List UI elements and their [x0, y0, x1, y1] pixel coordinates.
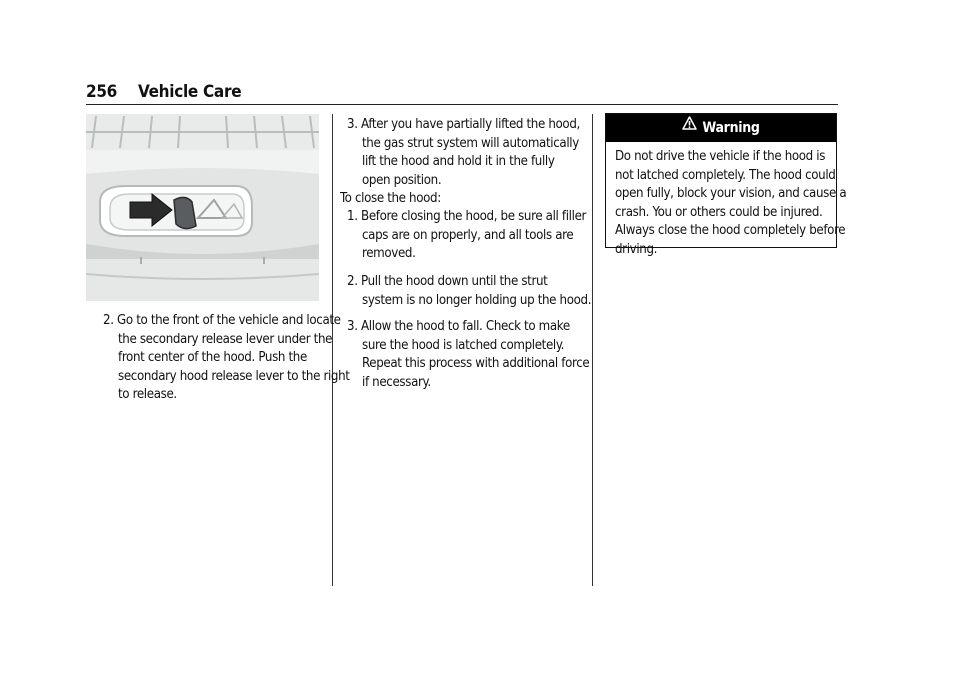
- column-divider-right: [592, 114, 593, 586]
- step-3-gas-strut: 3. After you have partially lifted the hood, the gas strut system will automatically lift the hood and hold it in the fully open position.: [347, 117, 580, 188]
- close-step-2: 2. Pull the hood down until the strut system is no longer holding up the hood.: [347, 274, 592, 308]
- close-hood-heading: To close the hood:: [340, 191, 441, 206]
- warning-text: Do not drive the vehicle if the hood is not latched completely. The hood could open fully, block your vision, and cause a crash. You or others could be injured. Always close the hood completely before driving.: [615, 149, 847, 257]
- warning-header: [606, 114, 836, 142]
- warning-box: [605, 113, 847, 257]
- warning-title: Warning: [702, 120, 760, 136]
- close-step-3: 3. Allow the hood to fall. Check to make sure the hood is latched completely. Repeat this process with additional force if necessary.: [347, 319, 590, 390]
- page-number: 256: [86, 82, 118, 102]
- page-header: [86, 80, 838, 105]
- close-step-1: 1. Before closing the hood, be sure all filler caps are on properly, and all tools are removed.: [347, 209, 587, 261]
- section-title: Vehicle Care: [138, 82, 242, 102]
- warning-triangle-icon: [682, 112, 697, 140]
- step-2-secondary-release: 2. Go to the front of the vehicle and locate the secondary release lever under the front center of the hood. Push the secondary hood release lever to the right to release.: [103, 313, 350, 402]
- hood-release-lever-illustration: [86, 114, 319, 301]
